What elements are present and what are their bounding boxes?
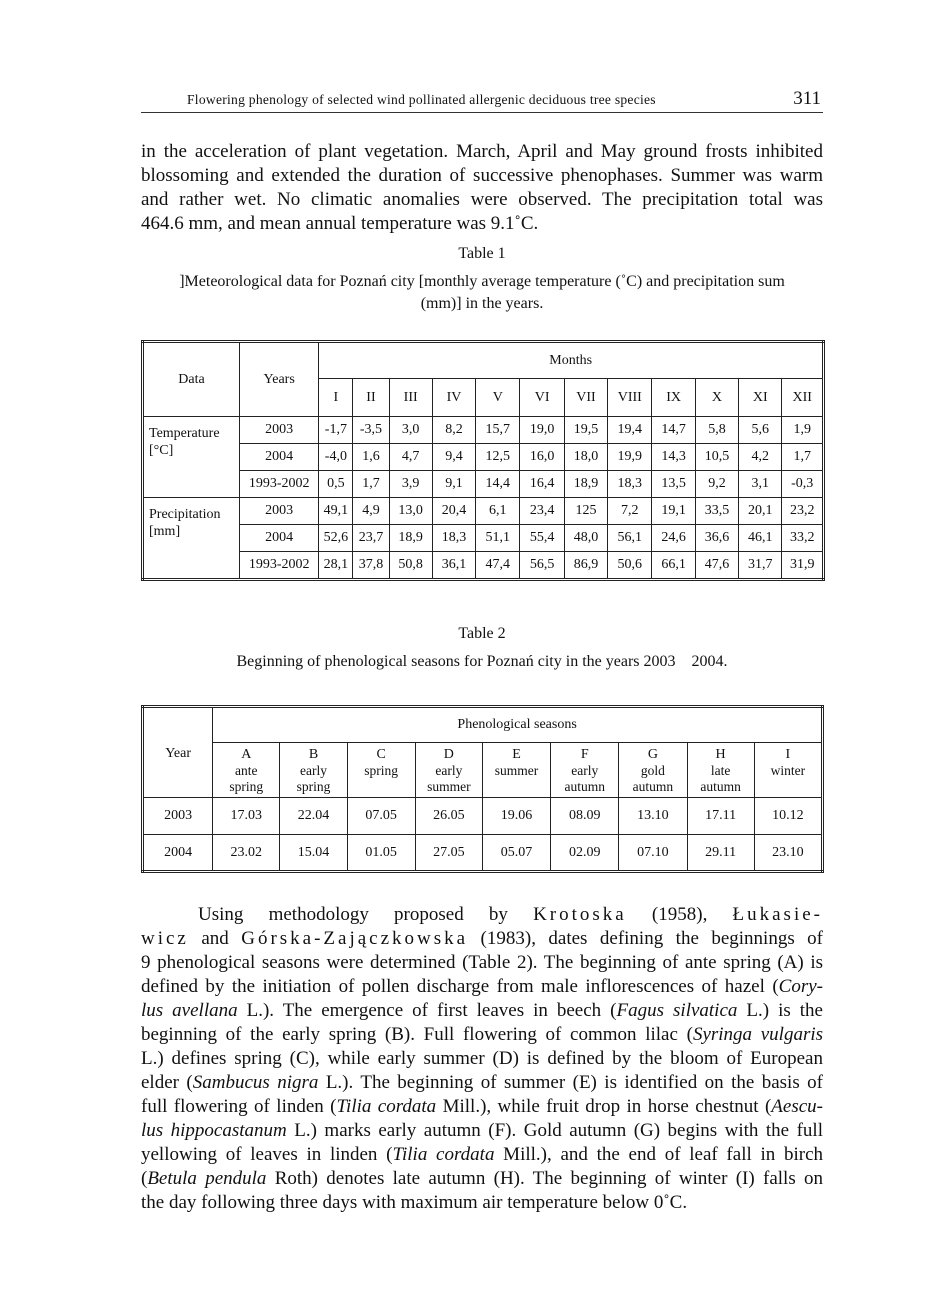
season-name-line: autumn [564,779,605,794]
date-cell: 26.05 [415,798,482,835]
value-cell: -0,3 [782,471,824,498]
species-name: Syringa vulgaris [692,1024,824,1045]
month-header: IV [432,379,475,417]
text-line: wicz and Górska-Zajączkowska (1983), dates defining the beginnings of [141,928,823,949]
value-cell: 5,6 [739,417,782,444]
text-line: L.) defines spring (C), while early summer (D) is defined by the bloom of European [141,1048,823,1069]
value-cell: 52,6 [319,525,353,552]
value-cell: 31,9 [782,552,824,580]
value-cell: 14,3 [652,444,695,471]
value-cell: 19,0 [520,417,564,444]
date-cell: 02.09 [551,835,619,872]
species-name: lus hippocastanum [141,1120,287,1141]
text-line: full flowering of linden (Tilia cordata Mill.), while fruit drop in horse chestnut (Aescu- [141,1096,823,1117]
value-cell: 9,2 [695,471,738,498]
header-phenological-seasons: Phenological seasons [213,707,823,743]
value-cell: 33,5 [695,498,738,525]
month-header: X [695,379,738,417]
value-cell: 86,9 [564,552,607,580]
value-cell: 13,0 [389,498,432,525]
table-row [143,417,824,444]
body-paragraph [141,903,823,1215]
season-name-line: early [299,763,327,778]
date-cell: 08.09 [551,798,619,835]
month-header: XI [739,379,782,417]
season-letter: F [580,747,589,762]
text-line: lus avellana L.). The emergence of first leaves in beech (Fagus silvatica L.) is the [141,1000,823,1021]
value-cell: 47,4 [476,552,520,580]
value-cell: 3,0 [389,417,432,444]
running-header [141,86,823,113]
season-name-line: ante [235,763,258,778]
value-cell: 1,7 [782,444,824,471]
species-name: Aescu- [771,1096,823,1117]
text-line: defined by the initiation of pollen discharge from male inflorescences of hazel (Cory- [141,976,823,997]
table1-caption [141,271,823,315]
value-cell: 31,7 [739,552,782,580]
date-cell: 23.02 [213,835,280,872]
season-letter: B [308,747,319,762]
group-label-unit: [°C] [149,443,174,458]
row-group-label [143,498,240,580]
value-cell: 36,6 [695,525,738,552]
value-cell: 4,7 [389,444,432,471]
text-line: 464.6 mm, and mean annual temperature was 9.1˚C. [141,213,539,234]
running-title: Flowering phenology of selected wind pollinated allergenic deciduous tree species [187,92,656,107]
text-line: elder (Sambucus nigra L.). The beginning of summer (E) is identified on the basis of [141,1072,823,1093]
row-group-label [143,417,240,498]
value-cell: 56,5 [520,552,564,580]
season-letter: E [512,747,521,762]
season-name-line: autumn [632,779,674,794]
season-letter: G [647,747,658,762]
date-cell: 17.03 [213,798,280,835]
caption-line: ]Meteorological data for Poznań city [monthly average temperature (˚C) and precipitation sum [179,273,785,290]
table2-caption: Beginning of phenological seasons for Poznań city in the years 2003 2004. [236,653,728,670]
date-cell: 15.04 [280,835,347,872]
value-cell: 14,4 [476,471,520,498]
date-cell: 27.05 [415,835,482,872]
value-cell: 5,8 [695,417,738,444]
intro-paragraph [141,140,823,236]
value-cell: 0,5 [319,471,353,498]
value-cell: -4,0 [319,444,353,471]
value-cell: 23,4 [520,498,564,525]
value-cell: 14,7 [652,417,695,444]
text-line: and rather wet. No climatic anomalies were observed. The precipitation total was [141,189,823,210]
text-line: in the acceleration of plant vegetation. March, April and May ground frosts inhibited [141,141,823,162]
date-cell: 13.10 [619,798,687,835]
month-header: VII [564,379,607,417]
value-cell: 19,5 [564,417,607,444]
value-cell: 47,6 [695,552,738,580]
table-row [143,552,824,580]
month-header: VI [520,379,564,417]
date-cell: 22.04 [280,798,347,835]
value-cell: 56,1 [608,525,652,552]
season-header [619,743,687,798]
value-cell: 51,1 [476,525,520,552]
phenological-seasons-table [141,705,824,873]
season-name-line: early [571,763,599,778]
author-name: Krotoska [533,904,627,925]
month-header: IX [652,379,695,417]
value-cell: 125 [564,498,607,525]
header-years: Years [239,342,318,417]
table2-label: Table 2 [458,625,506,642]
value-cell: 23,2 [782,498,824,525]
text-line: beginning of the early spring (B). Full flowering of common lilac (Syringa vulgaris [141,1024,824,1045]
value-cell: 18,9 [564,471,607,498]
season-header [415,743,482,798]
group-label-unit: [mm] [149,524,181,539]
value-cell: 24,6 [652,525,695,552]
year-cell: 1993-2002 [239,552,318,580]
year-cell: 2004 [239,525,318,552]
season-name-line: early [435,763,463,778]
value-cell: 50,8 [389,552,432,580]
value-cell: 46,1 [739,525,782,552]
text-line: yellowing of leaves in linden (Tilia cordata Mill.), and the end of leaf fall in birch [141,1144,823,1165]
table2-body [143,798,823,872]
year-cell: 2003 [239,417,318,444]
season-name-line: winter [770,763,806,778]
season-header [754,743,822,798]
table-row [143,835,823,872]
value-cell: 28,1 [319,552,353,580]
season-name-line: spring [296,779,331,794]
value-cell: 1,6 [353,444,389,471]
value-cell: 50,6 [608,552,652,580]
table-row [143,525,824,552]
species-name: Sambucus nigra [192,1072,319,1093]
season-letter: D [443,747,454,762]
value-cell: 16,4 [520,471,564,498]
date-cell: 17.11 [687,798,754,835]
species-name: Fagus silvatica [616,1000,738,1021]
value-cell: 19,9 [608,444,652,471]
season-letter: A [241,747,252,762]
species-name: Cory- [778,976,823,997]
date-cell: 19.06 [482,798,550,835]
value-cell: 36,1 [432,552,475,580]
table-row [143,798,823,835]
group-label-line: Temperature [149,426,220,441]
season-letter: C [376,747,386,762]
value-cell: 13,5 [652,471,695,498]
value-cell: 4,2 [739,444,782,471]
species-name: Tilia cordata [336,1096,437,1117]
value-cell: 8,2 [432,417,475,444]
table-row [143,444,824,471]
text-line: the day following three days with maximum air temperature below 0˚C. [141,1192,688,1213]
value-cell: 1,7 [353,471,389,498]
text-line: blossoming and extended the duration of successive phenophases. Summer was warm [141,165,823,186]
value-cell: 7,2 [608,498,652,525]
value-cell: 18,9 [389,525,432,552]
month-header: II [353,379,389,417]
author-name: wicz [141,928,189,949]
season-header [482,743,550,798]
species-name: Betula pendula [147,1168,267,1189]
season-header [347,743,415,798]
text-line: Using methodology proposed by Krotoska (1958), Łukasie- [198,904,823,925]
value-cell: 19,1 [652,498,695,525]
year-cell: 1993-2002 [239,471,318,498]
value-cell: 18,0 [564,444,607,471]
season-name-line: summer [494,763,539,778]
year-cell: 2003 [143,798,213,835]
caption-line: (mm)] in the years. [420,295,544,312]
month-header: XII [782,379,824,417]
page-number: 311 [793,88,821,109]
season-name-line: late [710,763,731,778]
group-label-line: Precipitation [149,507,221,522]
value-cell: 19,4 [608,417,652,444]
value-cell: 12,5 [476,444,520,471]
value-cell: 6,1 [476,498,520,525]
table1-body [143,417,824,580]
value-cell: 4,9 [353,498,389,525]
year-cell: 2003 [239,498,318,525]
date-cell: 10.12 [754,798,822,835]
header-year: Year [143,707,213,798]
value-cell: 16,0 [520,444,564,471]
season-name-line: spring [229,779,264,794]
author-name: Górska-Zajączkowska [241,928,469,949]
table-row [143,471,824,498]
year-cell: 2004 [143,835,213,872]
season-header [213,743,280,798]
value-cell: 37,8 [353,552,389,580]
meteorological-table [141,340,825,581]
month-header: I [319,379,353,417]
value-cell: 18,3 [608,471,652,498]
month-header: V [476,379,520,417]
month-header: III [389,379,432,417]
season-header [687,743,754,798]
seasons-row [143,743,823,798]
value-cell: 48,0 [564,525,607,552]
date-cell: 23.10 [754,835,822,872]
value-cell: 10,5 [695,444,738,471]
value-cell: 3,9 [389,471,432,498]
value-cell: 20,4 [432,498,475,525]
date-cell: 07.05 [347,798,415,835]
author-name: Łukasie- [732,904,823,925]
value-cell: 1,9 [782,417,824,444]
season-letter: I [785,747,791,762]
text-line: 9 phenological seasons were determined (Table 2). The beginning of ante spring (A) is [141,952,823,973]
table-row [143,498,824,525]
season-name-line: summer [427,779,471,794]
header-months: Months [319,342,824,379]
year-cell: 2004 [239,444,318,471]
date-cell: 07.10 [619,835,687,872]
table1-label: Table 1 [458,245,506,262]
value-cell: 66,1 [652,552,695,580]
value-cell: -3,5 [353,417,389,444]
date-cell: 05.07 [482,835,550,872]
value-cell: 20,1 [739,498,782,525]
text-line: (Betula pendula Roth) denotes late autumn (H). The beginning of winter (I) falls on [141,1168,824,1189]
season-name-line: spring [364,763,399,778]
season-name-line: autumn [700,779,741,794]
species-name: lus avellana [141,1000,238,1021]
season-name-line: gold [640,763,665,778]
value-cell: 9,4 [432,444,475,471]
value-cell: 49,1 [319,498,353,525]
value-cell: 18,3 [432,525,475,552]
value-cell: 15,7 [476,417,520,444]
value-cell: -1,7 [319,417,353,444]
species-name: Tilia cordata [392,1144,495,1165]
header-data: Data [143,342,240,417]
season-header [280,743,347,798]
value-cell: 9,1 [432,471,475,498]
text-line: lus hippocastanum L.) marks early autumn (F). Gold autumn (G) begins with the full [141,1120,823,1141]
value-cell: 33,2 [782,525,824,552]
date-cell: 29.11 [687,835,754,872]
value-cell: 55,4 [520,525,564,552]
date-cell: 01.05 [347,835,415,872]
month-header: VIII [608,379,652,417]
value-cell: 23,7 [353,525,389,552]
season-header [551,743,619,798]
season-letter: H [715,747,726,762]
value-cell: 3,1 [739,471,782,498]
